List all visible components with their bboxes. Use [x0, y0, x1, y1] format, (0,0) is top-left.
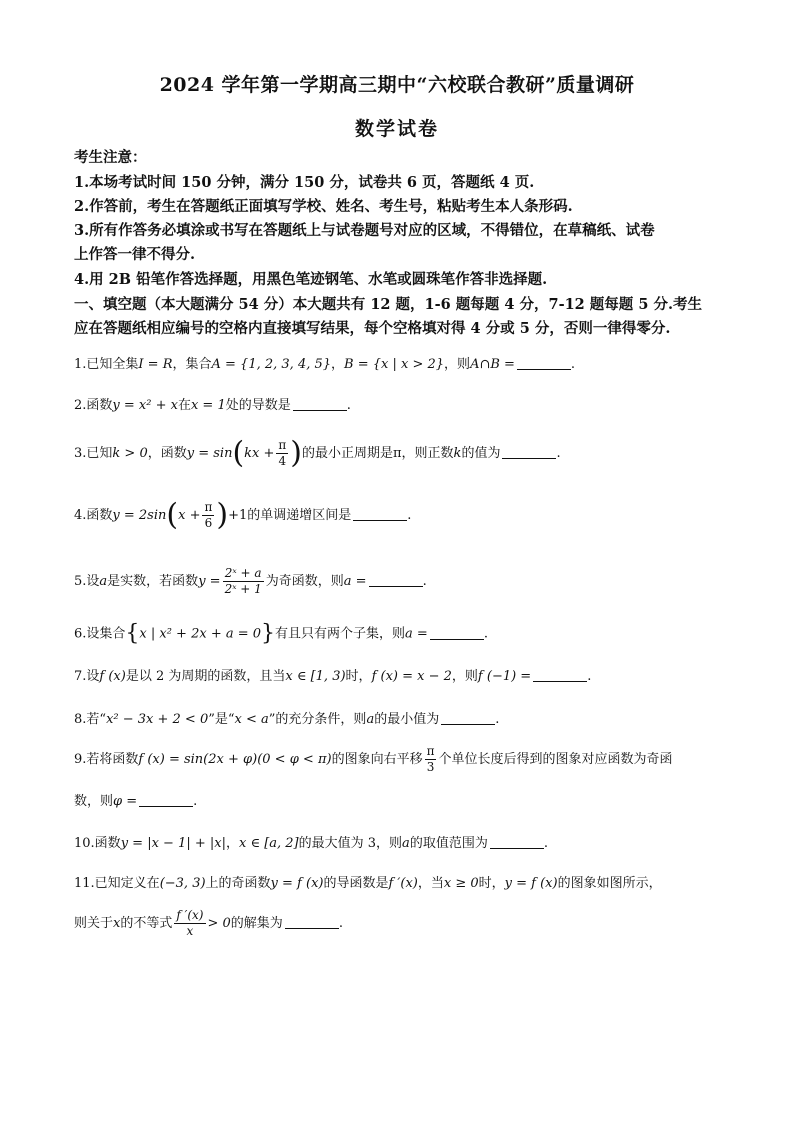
- notice-item-4: 4.用 2B 铅笔作答选择题，用黑色笔迹钢笔、水笔或圆珠笔作答非选择题.: [74, 271, 548, 288]
- question-11: 11.已知定义在(−3, 3)上的奇函数y = f (x)的导函数是f ′(x)，当x ≥ 0时，y = f (x)的图象如图所示，: [74, 876, 662, 891]
- question-9: 9.若将函数f (x) = sin(2x + φ)(0 < φ < π)的图象向右平移 $\frac{\pi}{3}$ 个单位长度后得到的图象对应函数为奇函: [74, 744, 673, 774]
- notice-item-3-cont: 上作答一律不得分.: [74, 246, 196, 263]
- answer-blank: [502, 444, 556, 459]
- question-1: 1.已知全集I = R，集合A = {1, 2, 3, 4, 5}，B = {x | x > 2}，则A∩B = .: [74, 357, 576, 372]
- answer-blank: [285, 914, 339, 929]
- answer-blank: [517, 355, 571, 370]
- question-11-cont: 则关于x的不等式 $\frac{f '(x)}{x}$ > 0的解集为 .: [74, 908, 343, 938]
- question-9-cont: 数，则φ = .: [74, 794, 198, 809]
- notice-item-1: 1.本场考试时间 150 分钟，满分 150 分，试卷共 6 页，答题纸 4 页.: [74, 174, 535, 191]
- answer-blank: [139, 792, 193, 807]
- answer-blank: [490, 834, 544, 849]
- question-6: 6.设集合{x | x² + 2x + a = 0}有且只有两个子集，则a = .: [74, 621, 488, 646]
- question-7: 7.设f (x)是以 2 为周期的函数，且当x ∈ [1, 3)时，f (x) = x − 2，则f (−1) = .: [74, 669, 592, 684]
- answer-blank: [369, 572, 423, 587]
- exam-title: 2024 学年第一学期高三期中“六校联合教研”质量调研: [159, 74, 635, 96]
- fraction: $\frac{\text{2ˣ + a}}{\text{2ˣ + 1}}$: [224, 566, 262, 596]
- section-instructions-2: 应在答题纸相应编号的空格内直接填写结果，每个空格填对得 4 分或 5 分，否则一律得零分.: [74, 320, 671, 337]
- fraction: $\frac{f '(x)}{x}$: [176, 908, 204, 938]
- section-instructions-1: 一、填空题（本大题满分 54 分）本大题共有 12 题，1-6 题每题 4 分，7-12 题每题 5 分.考生: [74, 296, 703, 313]
- notice-heading: 考生注意：: [74, 149, 147, 166]
- question-5: 5.设a是实数，若函数y = $\frac{\text{2ˣ + a}}{\text{2ˣ + 1}}$ 为奇函数，则a = .: [74, 566, 427, 596]
- fraction: $\frac{\pi}{6}$: [204, 500, 213, 530]
- fraction: $\frac{\pi}{4}$: [278, 438, 287, 468]
- notice-item-3: 3.所有作答务必填涂或书写在答题纸上与试卷题号对应的区域，不得错位，在草稿纸、试卷: [74, 222, 655, 239]
- exam-subtitle: 数学试卷: [354, 118, 439, 140]
- question-4: 4.函数y = 2sin(x + $\frac{\pi}{6}$ )+1的单调递增区间是 .: [74, 497, 412, 533]
- question-2: 2.函数y = x² + x在x = 1处的导数是 .: [74, 398, 351, 413]
- answer-blank: [293, 396, 347, 411]
- answer-blank: [353, 506, 407, 521]
- answer-blank: [430, 625, 484, 640]
- question-3: 3.已知k > 0，函数y = sin(kx + $\frac{\pi}{4}$ )的最小正周期是π，则正数k的值为 .: [74, 435, 561, 471]
- notice-item-2: 2.作答前，考生在答题纸正面填写学校、姓名、考生号，粘贴考生本人条形码.: [74, 198, 573, 215]
- answer-blank: [533, 667, 587, 682]
- answer-blank: [441, 710, 495, 725]
- question-10: 10.函数y = |x − 1| + |x|，x ∈ [a, 2]的最大值为 3，则a的取值范围为 .: [74, 836, 548, 851]
- fraction: $\frac{\pi}{3}$: [426, 744, 435, 774]
- question-8: 8.若“x² − 3x + 2 < 0”是“x < a”的充分条件，则a的最小值为 .: [74, 712, 500, 727]
